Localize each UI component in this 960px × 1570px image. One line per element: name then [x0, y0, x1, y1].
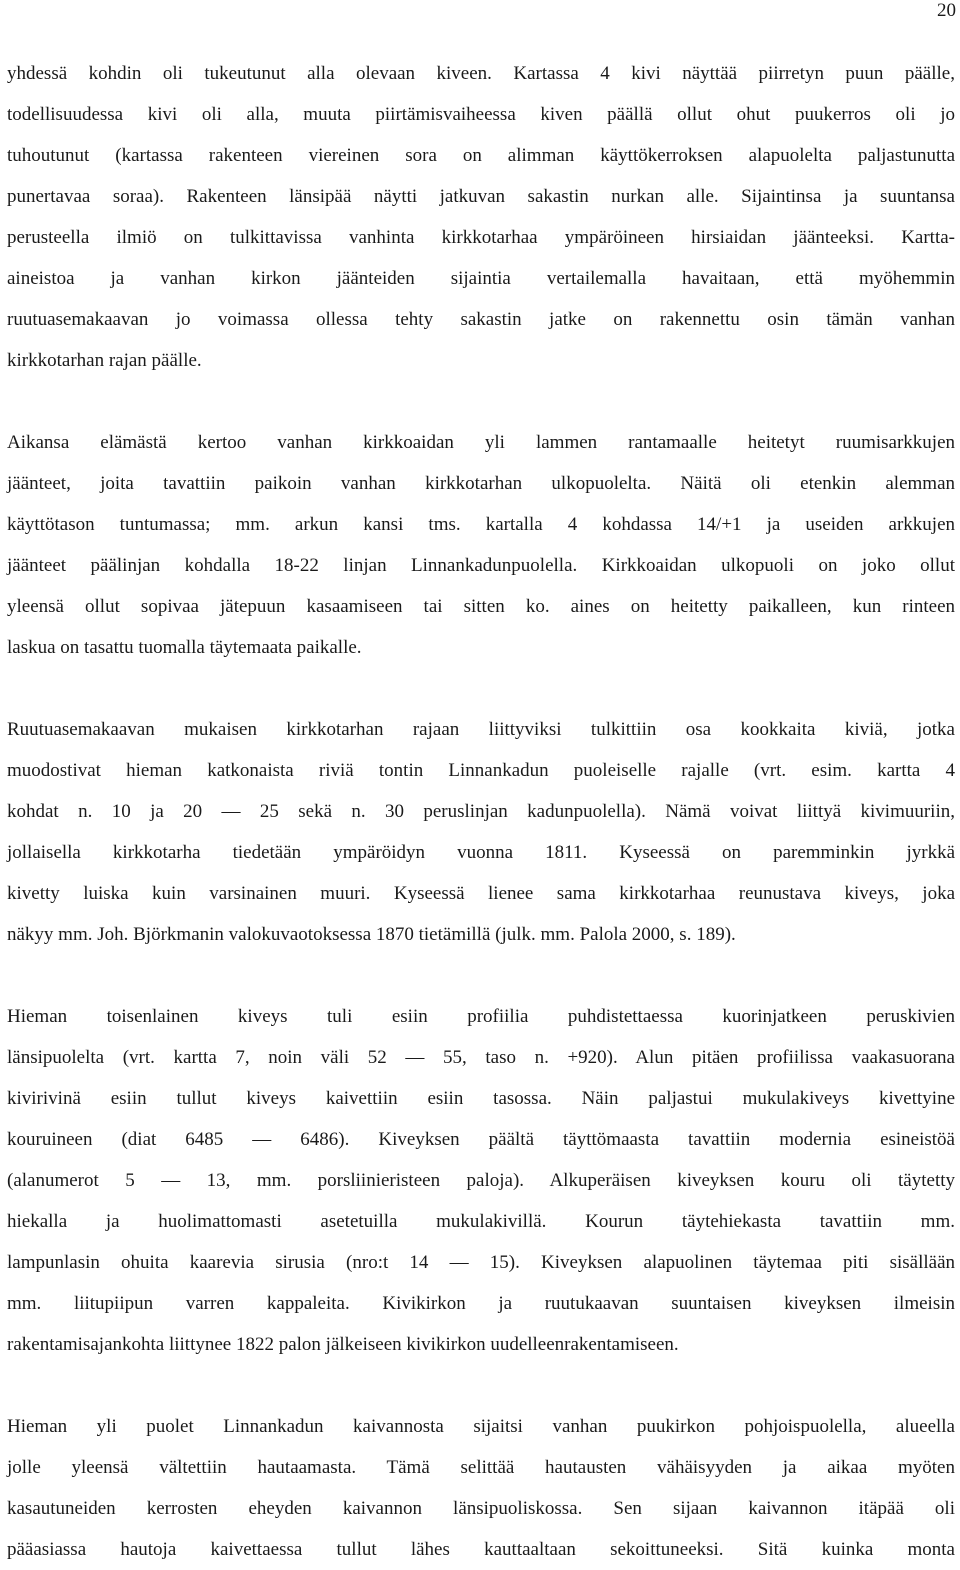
text-line: todellisuudessa kivi oli alla, muuta piirtämisvaiheessa kiven päällä ollut ohut puukerros oli jo [7, 104, 955, 125]
document-body [7, 53, 955, 1570]
text-line: ruutuasemakaavan jo voimassa ollessa tehty sakastin jatke on rakennettu osin tämän vanhan [7, 309, 955, 330]
text-line: Hieman yli puolet Linnankadun kaivannosta sijaitsi vanhan puukirkon pohjoispuolella, alueella [7, 1416, 955, 1437]
text-line: kohdat n. 10 ja 20 — 25 sekä n. 30 peruslinjan kadunpuolella). Nämä voivat liittyä kivimuuriin, [7, 801, 955, 822]
text-line: aineistoa ja vanhan kirkon jäänteiden sijaintia vertailemalla havaitaan, että myöhemmin [7, 268, 955, 289]
text-line: kirkkotarhan rajan päälle. [7, 350, 202, 371]
text-line: kasautuneiden kerrosten eheyden kaivannon länsipuoliskossa. Sen sijaan kaivannon itäpää oli [7, 1498, 955, 1519]
text-line: laskua on tasattu tuomalla täytemaata paikalle. [7, 637, 362, 658]
text-line: tuhoutunut (kartassa rakenteen viereinen sora on alimman käyttökerroksen alapuolelta paljastunutta [7, 145, 955, 166]
paragraph-4 [7, 996, 955, 1365]
text-line: punertavaa soraa). Rakenteen länsipää näytti jatkuvan sakastin nurkan alle. Sijaintinsa ja suuntansa [7, 186, 955, 207]
text-line: (alanumerot 5 — 13, mm. porsliinieristeen paloja). Alkuperäisen kiveyksen kouru oli täytetty [7, 1170, 955, 1191]
page-number: 20 [937, 0, 956, 21]
text-line: lampunlasin ohuita kaarevia sirusia (nro:t 14 — 15). Kiveyksen alapuolinen täytemaa piti sisällään [7, 1252, 955, 1273]
text-line: kivetty luiska kuin varsinainen muuri. Kyseessä lienee sama kirkkotarhaa reunustava kiveys, joka [7, 883, 955, 904]
text-line: Aikansa elämästä kertoo vanhan kirkkoaidan yli lammen rantamaalle heitetyt ruumisarkkujen [7, 432, 955, 453]
text-line: Hieman toisenlainen kiveys tuli esiin profiilia puhdistettaessa kuorinjatkeen peruskivien [7, 1006, 955, 1027]
text-line: jäänteet päälinjan kohdalla 18-22 linjan Linnankadunpuolella. Kirkkoaidan ulkopuoli on joko ollut [7, 555, 955, 576]
text-line: yleensä ollut sopivaa jätepuun kasaamiseen tai sitten ko. aines on heitetty paikalleen, kun rinteen [7, 596, 955, 617]
paragraph-2 [7, 422, 955, 668]
text-line: hiekalla ja huolimattomasti asetetuilla mukulakivillä. Kourun täytehiekasta tavattiin mm. [7, 1211, 955, 1232]
text-line: kivirivinä esiin tullut kiveys kaivettiin esiin tasossa. Näin paljastui mukulakiveys kivettyine [7, 1088, 955, 1109]
text-line: jolle yleensä vältettiin hautaamasta. Tämä selittää hautausten vähäisyyden ja aikaa myöten [7, 1457, 955, 1478]
text-line: jollaisella kirkkotarha tiedetään ympäröidyn vuonna 1811. Kyseessä on paremminkin jyrkkä [7, 842, 955, 863]
text-line: rakentamisajankohta liittynee 1822 palon jälkeiseen kivikirkon uudelleenrakentamiseen. [7, 1334, 679, 1355]
text-line: käyttötason tuntumassa; mm. arkun kansi tms. kartalla 4 kohdassa 14/+1 ja useiden arkkujen [7, 514, 955, 535]
text-line: jäänteet, joita tavattiin paikoin vanhan kirkkotarhan ulkopuolelta. Näitä oli etenkin alemman [7, 473, 955, 494]
text-line: länsipuolelta (vrt. kartta 7, noin väli 52 — 55, taso n. +920). Alun pitäen profiilissa vaakasuorana [7, 1047, 955, 1068]
text-line: perusteella ilmiö on tulkittavissa vanhinta kirkkotarhaa ympäröineen hirsiaidan jäänteeksi. Kartta- [7, 227, 955, 248]
text-line: Ruutuasemakaavan mukaisen kirkkotarhan rajaan liittyviksi tulkittiin osa kookkaita kiviä, jotka [7, 719, 955, 740]
paragraph-5 [7, 1406, 955, 1570]
text-line: mm. liitupiipun varren kappaleita. Kivikirkon ja ruutukaavan suuntaisen kiveyksen ilmeisin [7, 1293, 955, 1314]
text-line: kouruineen (diat 6485 — 6486). Kiveyksen päältä täyttömaasta tavattiin modernia esineistöä [7, 1129, 955, 1150]
text-line: näkyy mm. Joh. Björkmanin valokuvaotoksessa 1870 tietämillä (julk. mm. Palola 2000, s. 189). [7, 924, 736, 945]
text-line: yhdessä kohdin oli tukeutunut alla olevaan kiveen. Kartassa 4 kivi näyttää piirretyn puun päälle, [7, 63, 955, 84]
text-line: muodostivat hieman katkonaista riviä tontin Linnankadun puoleiselle rajalle (vrt. esim. kartta 4 [7, 760, 955, 781]
paragraph-1 [7, 53, 955, 381]
text-line: pääasiassa hautoja kaivettaessa tullut lähes kauttaaltaan sekoittuneeksi. Sitä kuinka monta [7, 1539, 955, 1560]
paragraph-3 [7, 709, 955, 955]
